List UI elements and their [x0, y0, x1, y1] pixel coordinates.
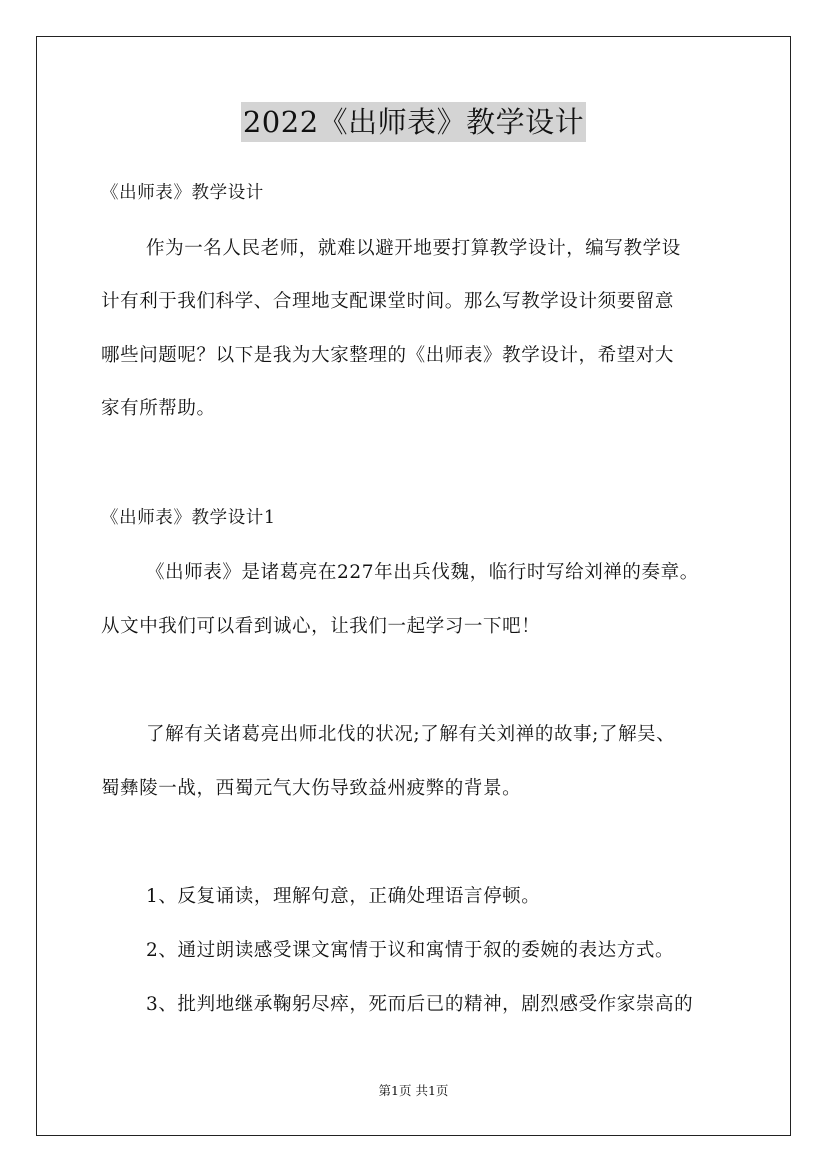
intro-line: 家有所帮助。	[101, 398, 216, 419]
document-title: 2022《出师表》教学设计	[0, 102, 827, 142]
body-line: 了解有关诸葛亮出师北伐的状况;了解有关刘禅的故事;了解吴、	[146, 724, 676, 745]
section-heading: 《出师表》教学设计	[101, 183, 264, 203]
objective-item: 2、通过朗读感受课文寓情于议和寓情于叙的委婉的表达方式。	[146, 940, 675, 961]
body-line: 蜀彝陵一战，西蜀元气大伤导致益州疲弊的背景。	[101, 778, 522, 799]
objective-item: 3、批判地继承鞠躬尽瘁，死而后已的精神，剧烈感受作家崇高的	[146, 994, 694, 1015]
body-line: 从文中我们可以看到诚心，让我们一起学习一下吧！	[101, 616, 541, 637]
page-footer: 第1页 共1页	[378, 1083, 449, 1098]
body-line: 《出师表》是诸葛亮在227年出兵伐魏，临行时写给刘禅的奏章。	[146, 562, 699, 583]
section-heading: 《出师表》教学设计1	[101, 508, 276, 528]
objective-item: 1、反复诵读，理解句意，正确处理语言停顿。	[146, 886, 541, 907]
intro-line: 哪些问题呢？以下是我为大家整理的《出师表》教学设计，希望对大	[101, 345, 675, 366]
intro-line: 计有利于我们科学、合理地支配课堂时间。那么写教学设计须要留意	[101, 291, 675, 312]
intro-line: 作为一名人民老师，就难以避开地要打算教学设计，编写教学设	[146, 238, 681, 259]
